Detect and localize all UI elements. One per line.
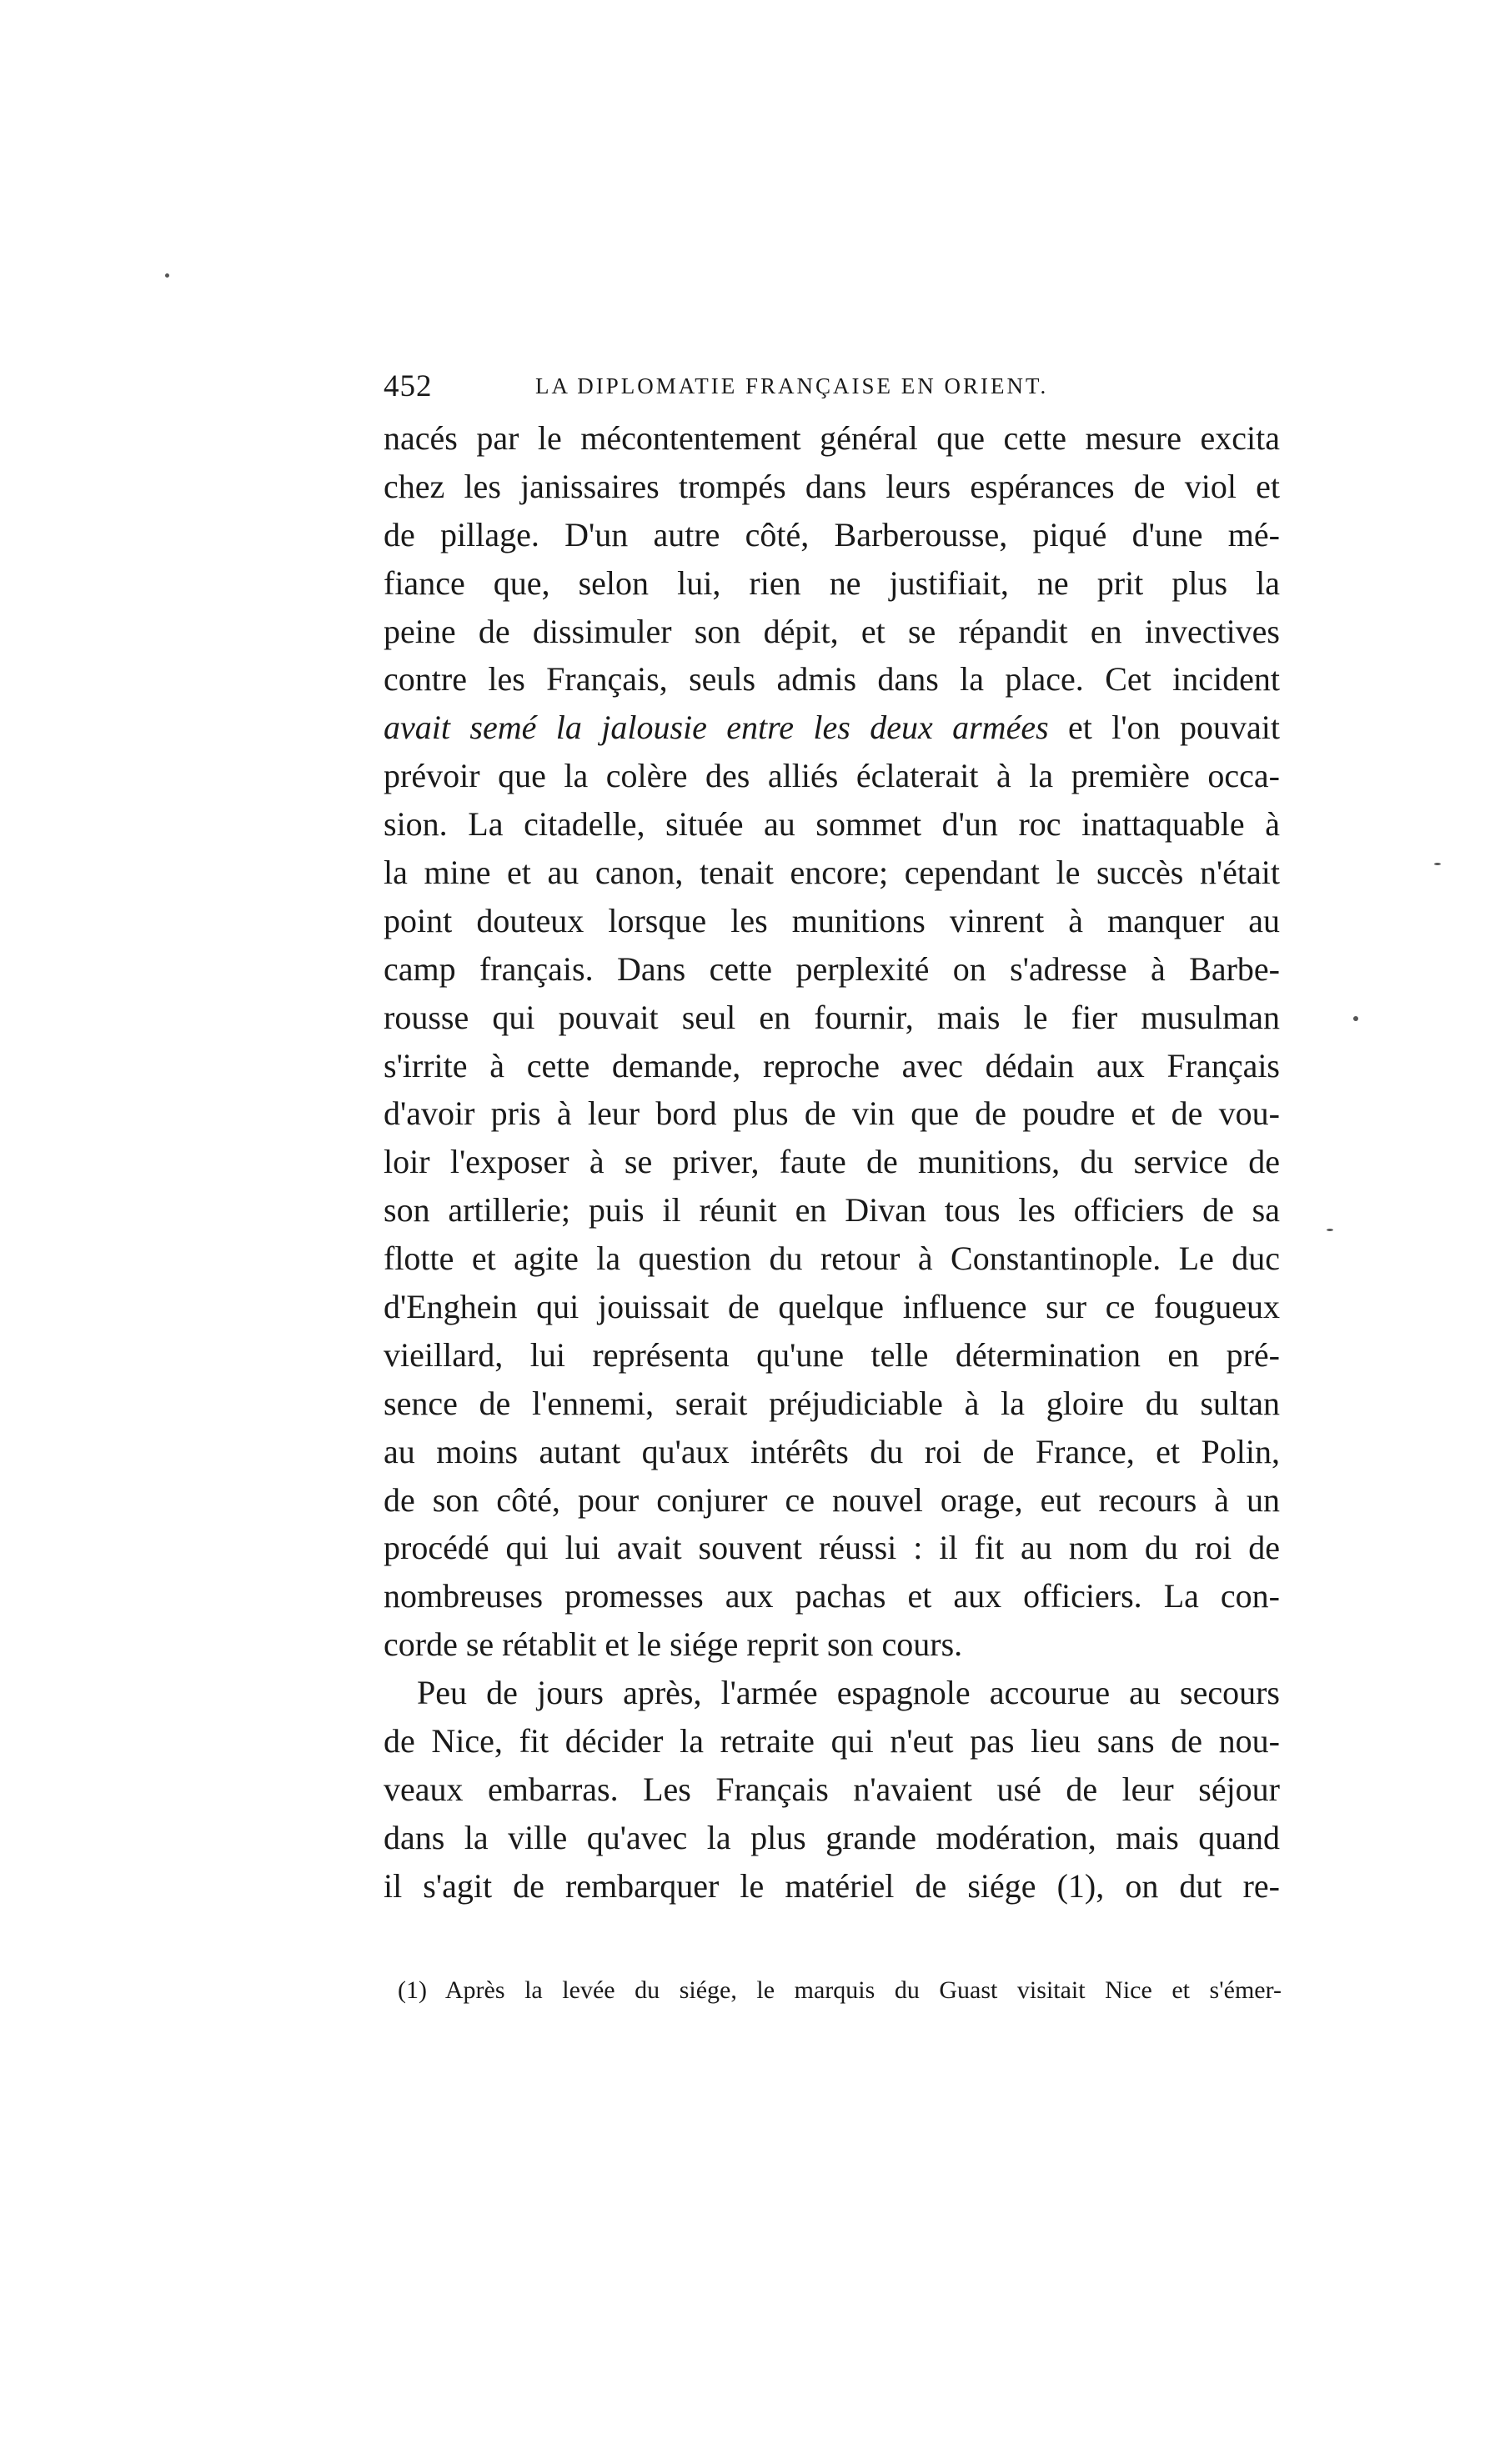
text-line: loir l'exposer à se priver, faute de munitions, du service de <box>384 1143 1280 1181</box>
body-text <box>384 414 1280 1911</box>
text-line: point douteux lorsque les munitions vinrent à manquer au <box>384 901 1280 939</box>
paragraph-start-line: Peu de jours après, l'armée espagnole accourue au secours <box>417 1674 1280 1712</box>
text-line: sence de l'ennemi, serait préjudiciable à la gloire du sultan <box>384 1384 1280 1422</box>
text-line: procédé qui lui avait souvent réussi : il fit au nom du roi de <box>384 1529 1280 1567</box>
text-line: de son côté, pour conjurer ce nouvel orage, eut recours à un <box>384 1480 1280 1519</box>
text-line: prévoir que la colère des alliés éclaterait à la première occa- <box>384 757 1280 795</box>
scan-speck <box>1434 863 1441 865</box>
text-line: camp français. Dans cette perplexité on s'adresse à Barbe- <box>384 949 1280 988</box>
text-line: de pillage. D'un autre côté, Barberousse, piqué d'une mé- <box>384 515 1280 553</box>
text-line: vieillard, lui représenta qu'une telle détermination en pré- <box>384 1335 1280 1374</box>
page-header <box>384 368 1284 418</box>
italic-phrase: avait semé la jalousie entre les deux armées <box>384 709 1049 747</box>
text-line: il s'agit de rembarquer le matériel de siége (1), on dut re- <box>384 1866 1280 1905</box>
text-line-italic <box>384 704 1280 752</box>
footnote: (1) Après la levée du siége, le marquis du Guast visitait Nice et s'émer- <box>398 1976 1282 2004</box>
text-line: flotte et agite la question du retour à Constantinople. Le duc <box>384 1240 1280 1278</box>
text-line: nacés par le mécontentement général que cette mesure excita <box>384 419 1280 457</box>
text-line: fiance que, selon lui, rien ne justifiait, ne prit plus la <box>384 563 1280 602</box>
text-line: veaux embarras. Les Français n'avaient usé de leur séjour <box>384 1770 1280 1808</box>
text-line: chez les janissaires trompés dans leurs espérances de viol et <box>384 467 1280 505</box>
text-line: d'Enghein qui jouissait de quelque influence sur ce fougueux <box>384 1288 1280 1326</box>
text-line: de Nice, fit décider la retraite qui n'eut pas lieu sans de nou- <box>384 1722 1280 1760</box>
running-head: LA DIPLOMATIE FRANÇAISE EN ORIENT. <box>535 373 1049 398</box>
paragraph-end-line: corde se rétablit et le siége reprit son cours. <box>384 1625 963 1664</box>
text-line: contre les Français, seuls admis dans la place. Cet incident <box>384 660 1280 699</box>
text-line: au moins autant qu'aux intérêts du roi de France, et Polin, <box>384 1432 1280 1470</box>
text-line: son artillerie; puis il réunit en Divan tous les officiers de sa <box>384 1191 1280 1229</box>
line-rest: et l'on pouvait <box>1048 709 1281 747</box>
page-number: 452 <box>384 369 433 403</box>
text-line: nombreuses promesses aux pachas et aux officiers. La con- <box>384 1577 1280 1615</box>
text-line: d'avoir pris à leur bord plus de vin que de poudre et de vou- <box>384 1094 1280 1133</box>
text-line: dans la ville qu'avec la plus grande modération, mais quand <box>384 1818 1280 1856</box>
text-line: la mine et au canon, tenait encore; cependant le succès n'était <box>384 854 1280 892</box>
scan-speck <box>1353 1016 1358 1021</box>
scan-speck <box>165 273 169 278</box>
text-line: rousse qui pouvait seul en fournir, mais le fier musulman <box>384 998 1280 1036</box>
text-line: s'irrite à cette demande, reproche avec dédain aux Français <box>384 1046 1280 1084</box>
text-line: peine de dissimuler son dépit, et se répandit en invectives <box>384 612 1280 650</box>
text-line: sion. La citadelle, située au sommet d'un roc inattaquable à <box>384 805 1280 844</box>
scan-speck <box>1327 1229 1333 1231</box>
